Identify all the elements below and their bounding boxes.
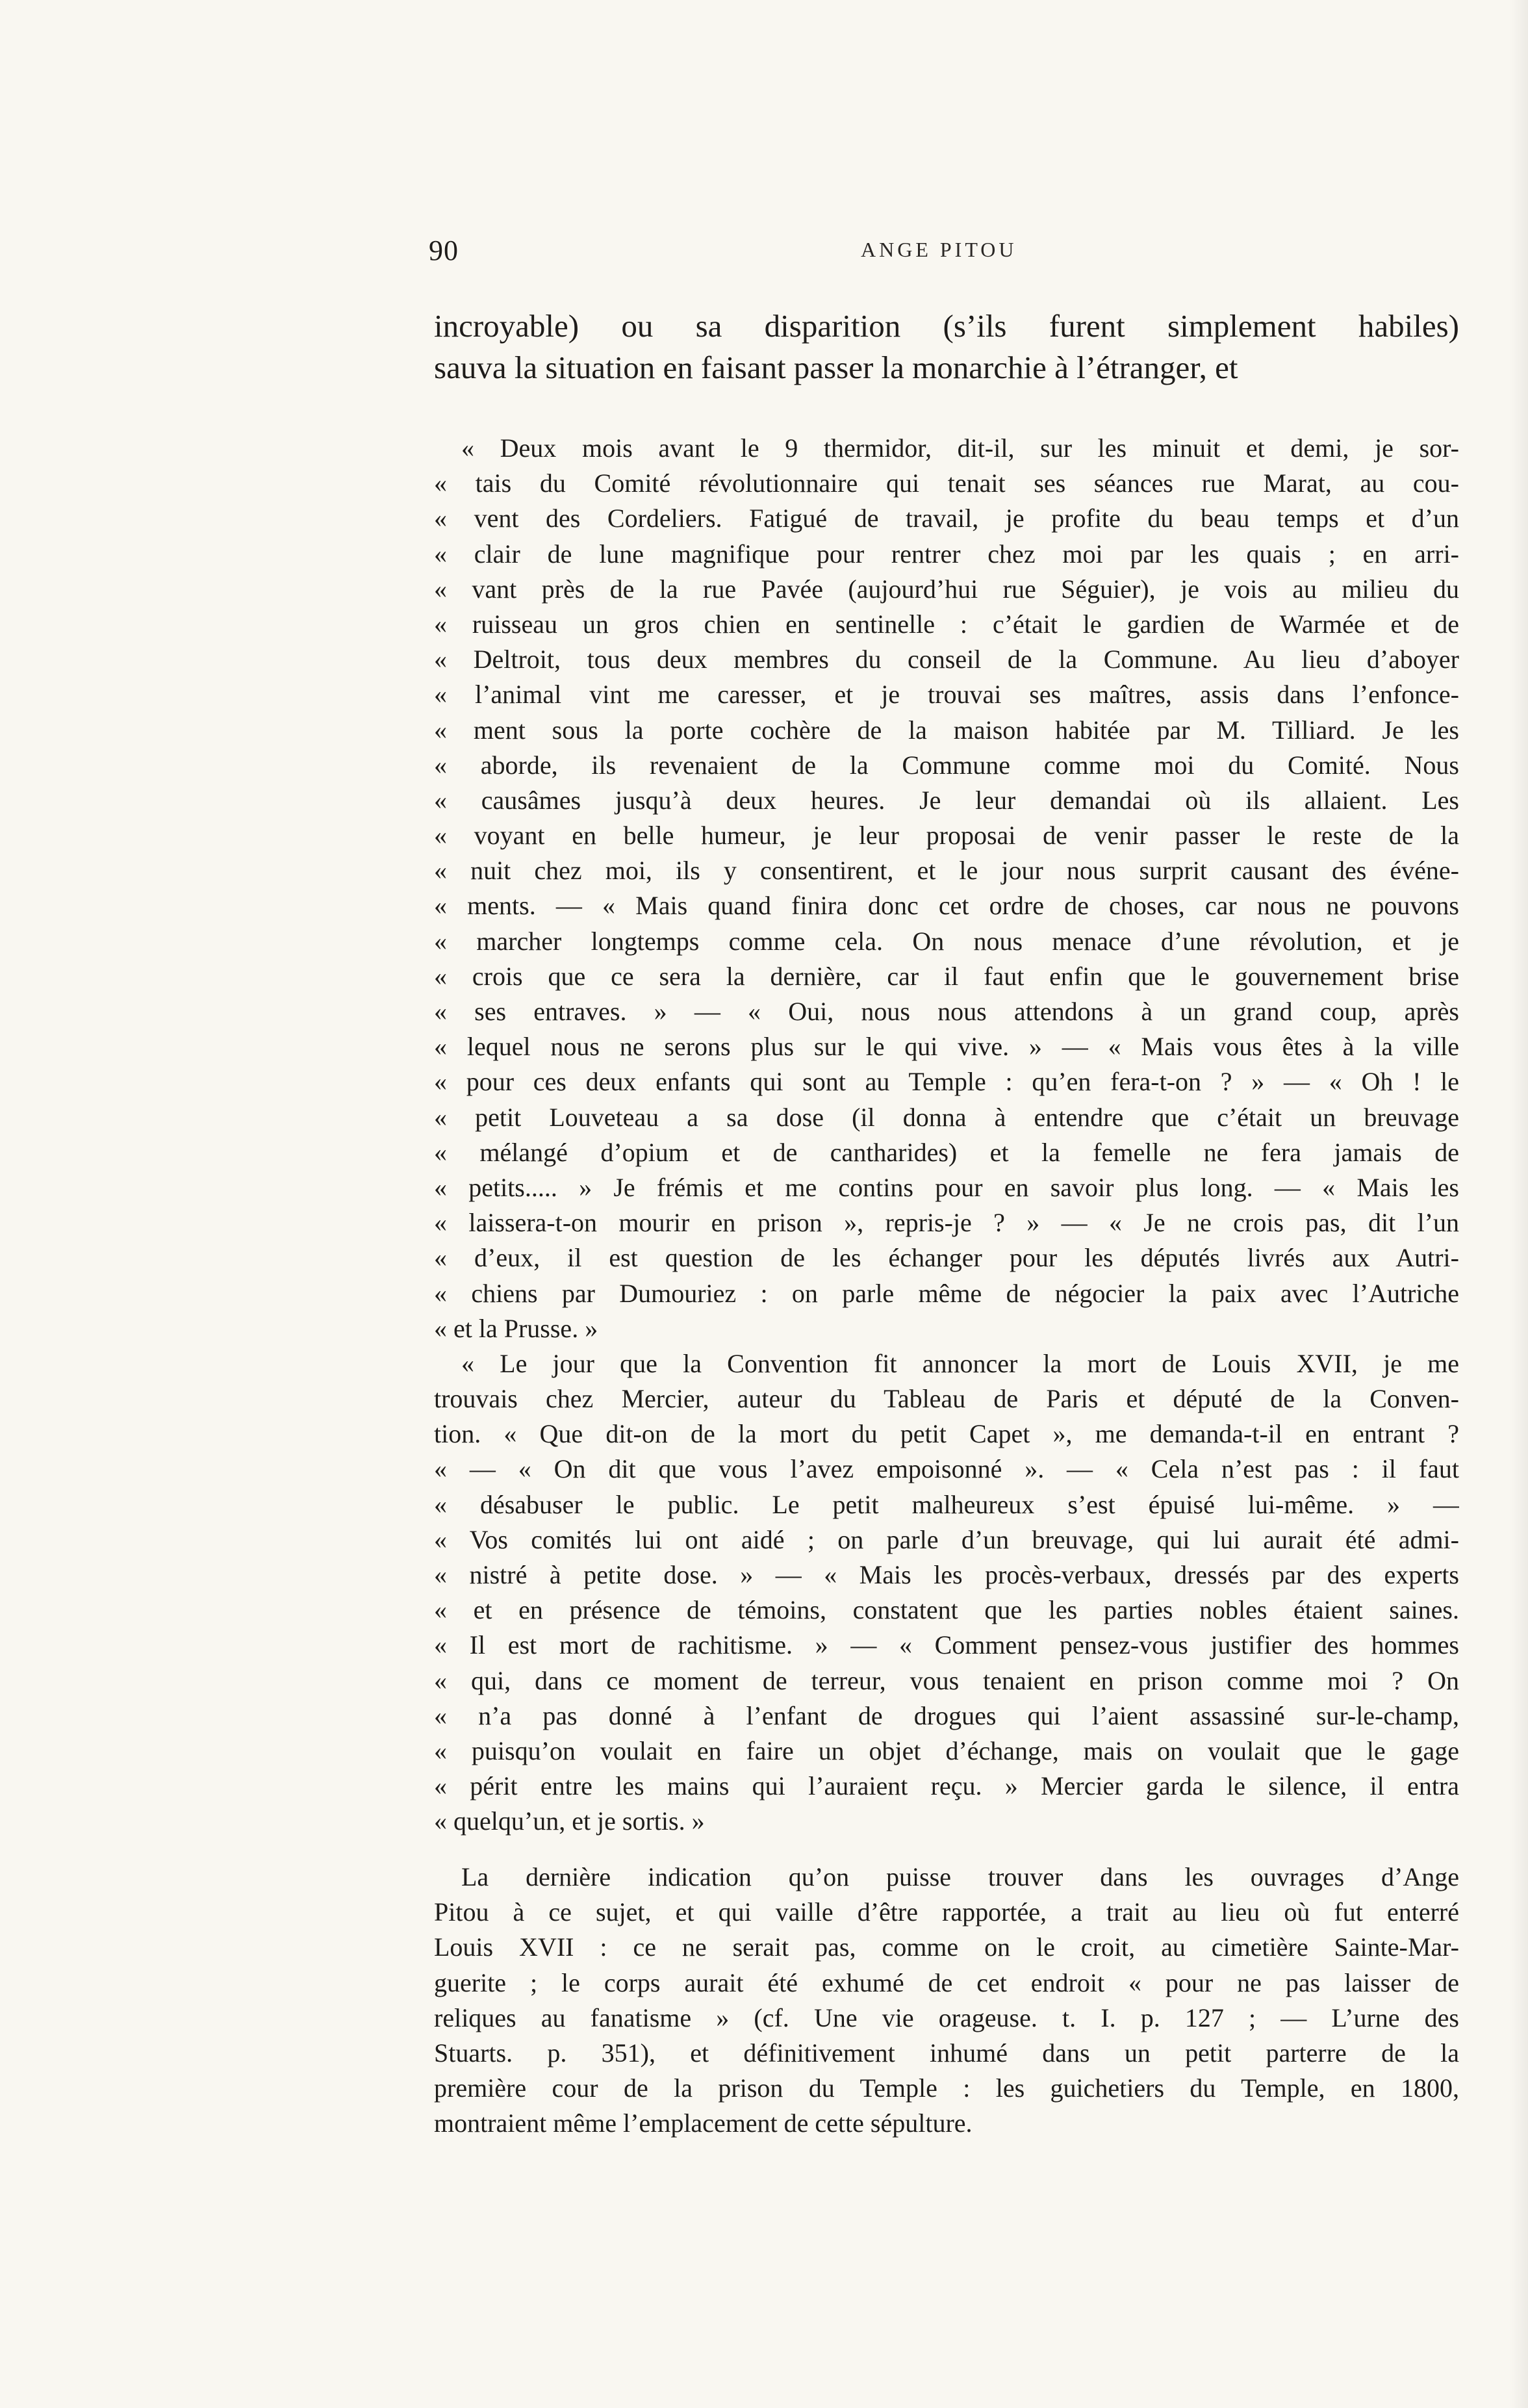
closing-paragraph xyxy=(434,1860,1459,2142)
text-line: « marcher longtemps comme cela. On nous menace d’une révolution, et je xyxy=(434,926,1459,956)
text-line: trouvais chez Mercier, auteur du Tableau de Paris et député de la Conven- xyxy=(434,1384,1459,1414)
text-line: « pour ces deux enfants qui sont au Temple : qu’en fera-t-on ? » — « Oh ! le xyxy=(434,1067,1459,1097)
text-line: « vent des Cordeliers. Fatigué de travail, je profite du beau temps et d’un xyxy=(434,504,1459,533)
text-line: tion. « Que dit-on de la mort du petit Capet », me demanda-t-il en entrant ? xyxy=(434,1419,1459,1449)
text-line: première cour de la prison du Temple : les guichetiers du Temple, en 1800, xyxy=(434,2073,1459,2103)
text-line: Pitou à ce sujet, et qui vaille d’être rapportée, a trait au lieu où fut enterré xyxy=(434,1897,1459,1927)
text-line: « — « On dit que vous l’avez empoisonné ». — « Cela n’est pas : il faut xyxy=(434,1454,1459,1484)
text-line: « ment sous la porte cochère de la maison habitée par M. Tilliard. Je les xyxy=(434,715,1459,745)
text-line: « ses entraves. » — « Oui, nous nous attendons à un grand coup, après xyxy=(434,997,1459,1026)
text-line: « causâmes jusqu’à deux heures. Je leur demandai où ils allaient. Les xyxy=(434,785,1459,815)
quoted-passage xyxy=(434,431,1459,1839)
text-line: « clair de lune magnifique pour rentrer chez moi par les quais ; en arri- xyxy=(434,539,1459,569)
text-line: « d’eux, il est question de les échanger pour les députés livrés aux Autri- xyxy=(434,1243,1459,1273)
text-line: Stuarts. p. 351), et définitivement inhumé dans un petit parterre de la xyxy=(434,2038,1459,2068)
text-line: « lequel nous ne serons plus sur le qui vive. » — « Mais vous êtes à la ville xyxy=(434,1032,1459,1062)
lead-paragraph xyxy=(434,305,1459,389)
text-line: « crois que ce sera la dernière, car il faut enfin que le gouvernement brise xyxy=(434,961,1459,991)
text-line: « chiens par Dumouriez : on parle même de négocier la paix avec l’Autriche xyxy=(434,1278,1459,1308)
text-line: « l’animal vint me caresser, et je trouvai ses maîtres, assis dans l’enfonce- xyxy=(434,680,1459,710)
page-header xyxy=(429,234,1462,273)
text-line: « n’a pas donné à l’enfant de drogues qui l’aient assassiné sur-le-champ, xyxy=(434,1700,1459,1730)
page-edge-shadow xyxy=(1510,0,1528,2408)
text-line: « Le jour que la Convention fit annoncer la mort de Louis XVII, je me xyxy=(461,1348,1459,1378)
text-line: « ments. — « Mais quand finira donc cet ordre de choses, car nous ne pouvons xyxy=(434,891,1459,921)
running-title: ANGE PITOU xyxy=(861,238,1017,261)
text-line: « qui, dans ce moment de terreur, vous tenaient en prison comme moi ? On xyxy=(434,1665,1459,1695)
text-line: Louis XVII : ce ne serait pas, comme on le croit, au cimetière Sainte-Mar- xyxy=(434,1932,1459,1962)
text-line: reliques au fanatisme » (cf. Une vie orageuse. t. I. p. 127 ; — L’urne des xyxy=(434,2003,1459,2032)
text-line: « Deux mois avant le 9 thermidor, dit-il, sur les minuit et demi, je sor- xyxy=(461,433,1459,463)
text-line: incroyable) ou sa disparition (s’ils furent simplement habiles) xyxy=(434,308,1459,344)
text-line: « tais du Comité révolutionnaire qui tenait ses séances rue Marat, au cou- xyxy=(434,468,1459,498)
text-line: guerite ; le corps aurait été exhumé de cet endroit « pour ne pas laisser de xyxy=(434,1967,1459,1997)
text-line: « nistré à petite dose. » — « Mais les procès-verbaux, dressés par des experts xyxy=(434,1560,1459,1589)
text-line: « mélangé d’opium et de cantharides) et la femelle ne fera jamais de xyxy=(434,1137,1459,1167)
text-line: « périt entre les mains qui l’auraient reçu. » Mercier garda le silence, il entra xyxy=(434,1771,1459,1801)
text-line: « ruisseau un gros chien en sentinelle : c’était le gardien de Warmée et de xyxy=(434,609,1459,639)
text-line: « désabuser le public. Le petit malheureux s’est épuisé lui-même. » — xyxy=(434,1489,1459,1519)
text-line: « petits..... » Je frémis et me contins pour en savoir plus long. — « Mais les xyxy=(434,1172,1459,1202)
page-number: 90 xyxy=(429,235,459,266)
text-line: « Il est mort de rachitisme. » — « Comment pensez-vous justifier des hommes xyxy=(434,1630,1459,1660)
text-line: « nuit chez moi, ils y consentirent, et le jour nous surprit causant des événe- xyxy=(434,856,1459,886)
text-line: sauva la situation en faisant passer la monarchie à l’étranger, et xyxy=(434,350,1238,385)
text-line: « et la Prusse. » xyxy=(434,1313,598,1343)
text-line: « quelqu’un, et je sortis. » xyxy=(434,1806,705,1836)
text-line: montraient même l’emplacement de cette sépulture. xyxy=(434,2108,973,2138)
text-line: « aborde, ils revenaient de la Commune comme moi du Comité. Nous xyxy=(434,750,1459,780)
text-line: « puisqu’on voulait en faire un objet d’échange, mais on voulait que le gage xyxy=(434,1736,1459,1765)
text-line: « petit Louveteau a sa dose (il donna à entendre que c’était un breuvage xyxy=(434,1102,1459,1132)
text-line: « vant près de la rue Pavée (aujourd’hui rue Séguier), je vois au milieu du xyxy=(434,574,1459,604)
text-line: « voyant en belle humeur, je leur proposai de venir passer le reste de la xyxy=(434,821,1459,851)
text-line: « Vos comités lui ont aidé ; on parle d’un breuvage, qui lui aurait été admi- xyxy=(434,1524,1459,1554)
text-line: « et en présence de témoins, constatent que les parties nobles étaient saines. xyxy=(434,1595,1459,1625)
text-line: La dernière indication qu’on puisse trouver dans les ouvrages d’Ange xyxy=(461,1862,1459,1891)
text-line: « Deltroit, tous deux membres du conseil de la Commune. Au lieu d’aboyer xyxy=(434,645,1459,674)
text-line: « laissera-t-on mourir en prison », repris-je ? » — « Je ne crois pas, dit l’un xyxy=(434,1208,1459,1238)
